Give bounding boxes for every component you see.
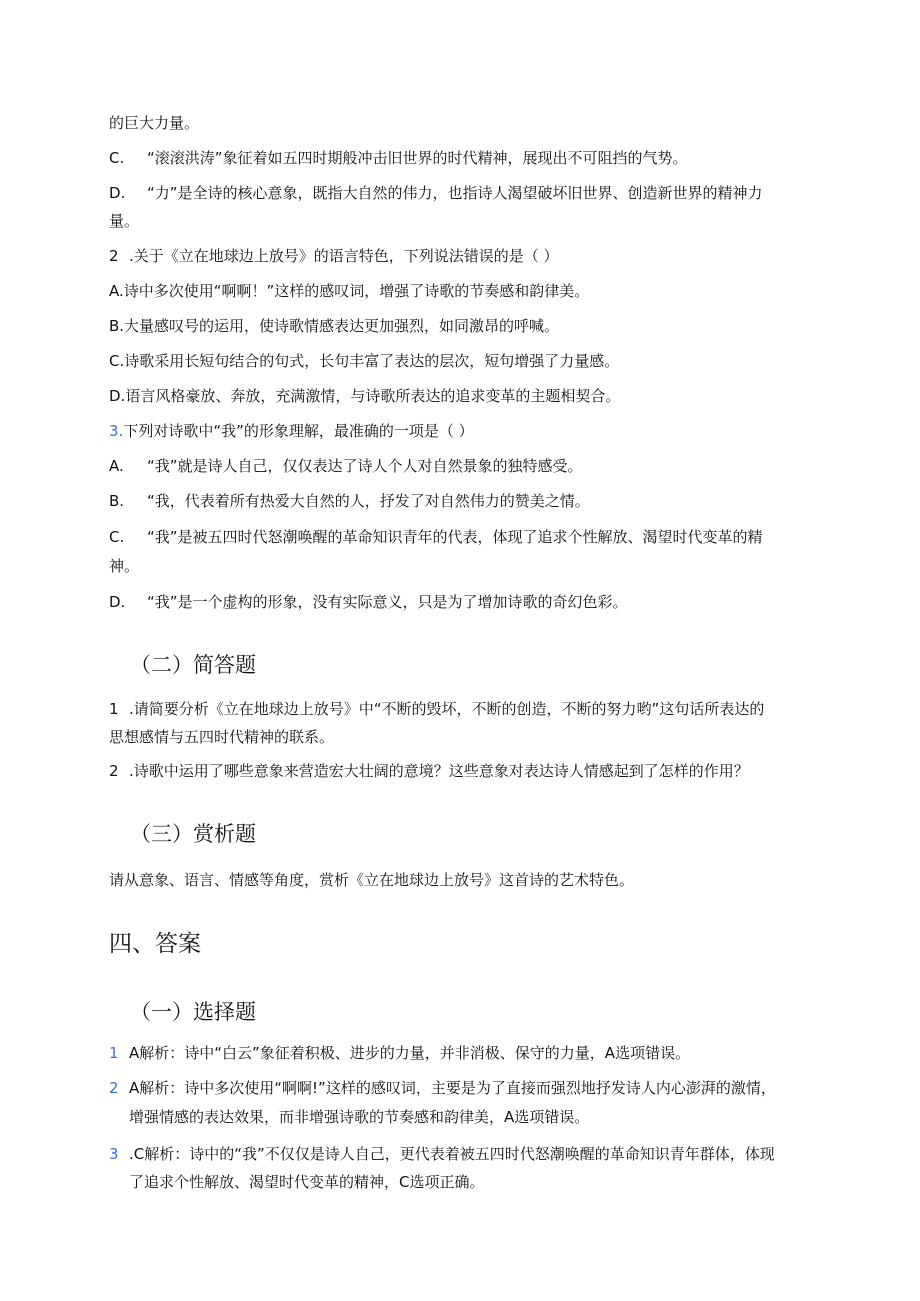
option-text: “力”是全诗的核心意象，既指大自然的伟力，也指诗人渴望破坏旧世界、创造新世界的精神力 [147,184,763,202]
answer-number: 1 [109,1044,119,1062]
answer-text: A解析：诗中“白云”象征着积极、进步的力量，并非消极、保守的力量，A选项错误。 [129,1044,691,1062]
q2-option-b: B.大量感叹号的运用，使诗歌情感表达更加强烈，如同激昂的呼喊。 [109,317,560,335]
question-2 [109,246,559,266]
question-number: 1 [109,700,119,718]
question-stem: 下列对诗歌中“我”的形象理解，最准确的一项是（ ） [123,422,474,440]
option-label: B. [109,492,125,510]
question-text: .请简要分析《立在地球边上放号》中“不断的毁坏，不断的创造，不断的努力哟”这句话所表达的 [129,700,765,718]
option-text: “滚滚洪涛”象征着如五四时期般冲击旧世界的时代精神，展现出不可阻挡的气势。 [147,149,688,167]
question-text: .诗歌中运用了哪些意象来营造宏大壮阔的意境？这些意象对表达诗人情感起到了怎样的作用？ [129,762,749,780]
option-d-continuation: 量。 [109,212,140,230]
q2-option-a: A.诗中多次使用“啊啊！”这样的感叹词，增强了诗歌的节奏感和韵律美。 [109,282,590,300]
answer-number: 3 [109,1145,119,1163]
option-label: C. [109,528,125,546]
answer-2-continuation: 增强情感的表达效果，而非增强诗歌的节奏感和韵律美，A选项错误。 [129,1108,590,1126]
option-text: “我”就是诗人自己，仅仅表达了诗人个人对自然景象的独特感受。 [147,457,583,475]
answer-text: .C解析：诗中的“我”不仅仅是诗人自己，更代表着被五四时代怒潮唤醒的革命知识青年群体，体现 [129,1145,775,1163]
answer-1 [109,1043,690,1063]
option-label: C. [109,149,125,167]
question-number: 3. [109,422,124,440]
answer-3 [109,1144,775,1164]
option-d [109,183,763,203]
section-heading-short-answer: （二）简答题 [130,653,256,677]
q3-option-b [109,491,590,511]
question-number: 2 [109,247,119,265]
section-heading-choice: （一）选择题 [130,1000,256,1024]
section-heading-appreciation: （三）赏析题 [130,822,256,846]
q3-option-c [109,527,763,547]
short-answer-2 [109,761,749,781]
answer-text: A解析：诗中多次使用“啊啊!”这样的感叹词，主要是为了直接而强烈地抒发诗人内心澎湃的激情， [129,1079,776,1097]
appreciation-text: 请从意象、语言、情感等角度，赏析《立在地球边上放号》这首诗的艺术特色。 [109,871,635,889]
answer-number: 2 [109,1079,119,1097]
question-stem: .关于《立在地球边上放号》的语言特色，下列说法错误的是（ ） [129,247,559,265]
option-text: “我，代表着所有热爱大自然的人，抒发了对自然伟力的赞美之情。 [147,492,590,510]
q2-option-d: D.语言风格豪放、奔放，充满激情，与诗歌所表达的追求变革的主题相契合。 [109,387,621,405]
answer-3-continuation: 了追求个性解放、渴望时代变革的精神，C选项正确。 [129,1173,485,1191]
option-text: “我”是一个虚构的形象，没有实际意义，只是为了增加诗歌的奇幻色彩。 [147,593,628,611]
text-line: 的巨大力量。 [109,114,200,132]
q3-option-a [109,456,583,476]
short-answer-1 [109,699,764,719]
q2-option-c: C.诗歌采用长短句结合的句式，长句丰富了表达的层次，短句增强了力量感。 [109,352,620,370]
option-text: “我”是被五四时代怒潮唤醒的革命知识青年的代表，体现了追求个性解放、渴望时代变革的精 [147,528,763,546]
option-label: D. [109,593,126,611]
option-label: A. [109,457,124,475]
q3-option-d [109,592,628,612]
option-c [109,148,688,168]
question-3 [109,421,474,441]
short-answer-1-continuation: 思想感情与五四时代精神的联系。 [109,728,335,746]
q3-option-c-continuation: 神。 [109,557,140,575]
option-label: D. [109,184,126,202]
question-number: 2 [109,762,119,780]
answers-heading: 四、答案 [109,931,201,957]
answer-2 [109,1078,776,1098]
